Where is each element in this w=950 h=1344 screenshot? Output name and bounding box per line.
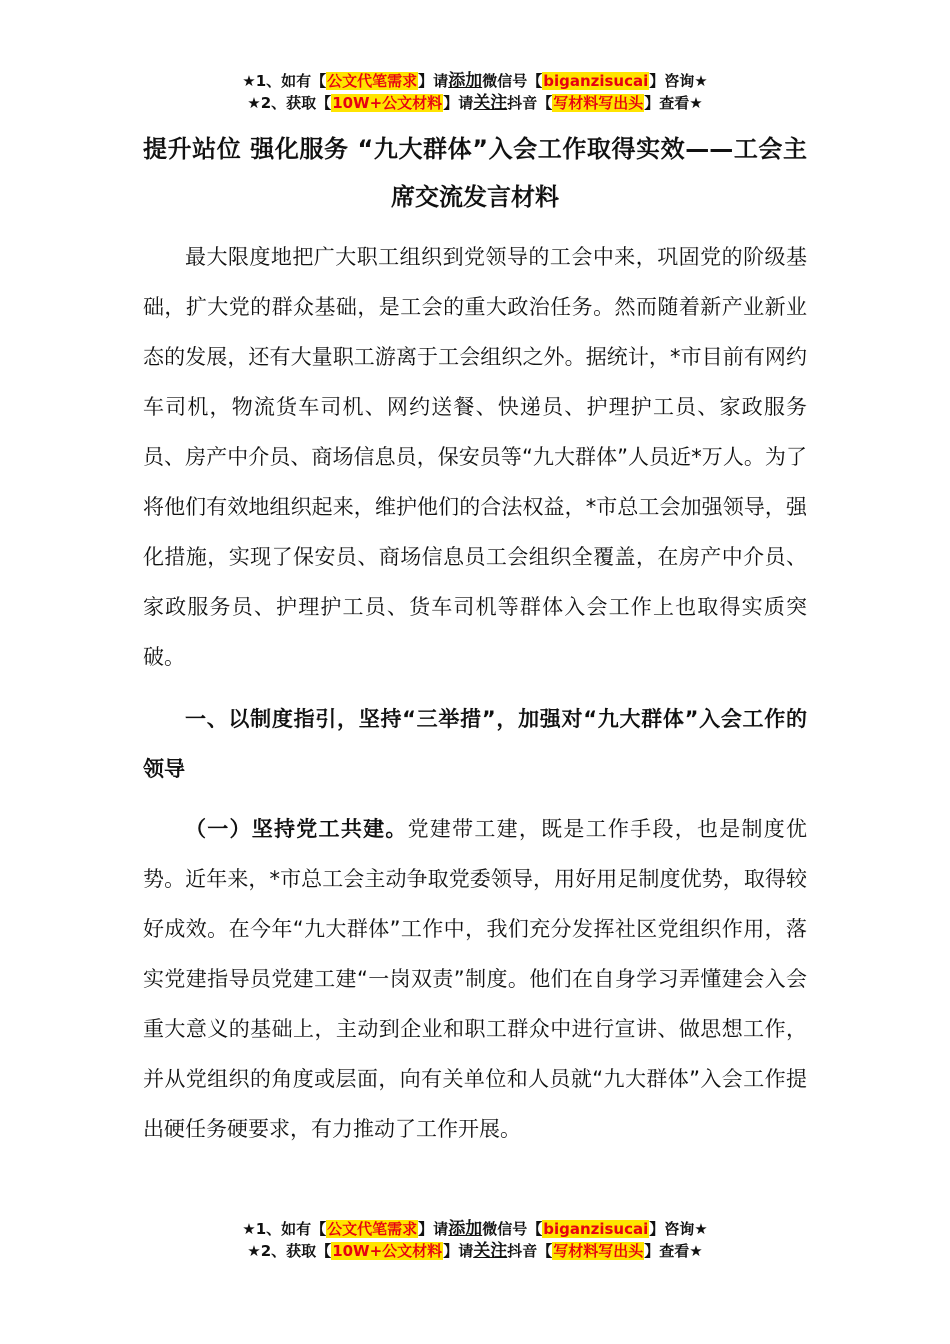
promo-highlight: 10W+公文材料: [332, 94, 443, 112]
subsection-paragraph: [143, 804, 807, 1154]
promo-text: 】请: [418, 72, 449, 90]
promo-banner-top: [0, 70, 950, 114]
promo-underline: 添加: [448, 71, 483, 91]
promo-text: ★2、获取【: [247, 94, 332, 112]
promo-underline: 添加: [448, 1219, 483, 1239]
promo-text: 抖音【: [507, 1242, 553, 1260]
promo-highlight: biganzisucai: [543, 72, 649, 90]
promo-text: 】请: [443, 1242, 474, 1260]
promo-text: 抖音【: [507, 94, 553, 112]
promo-line-2: [0, 1240, 950, 1262]
promo-highlight: 写材料写出头: [553, 1242, 644, 1260]
document-title: 提升站位 强化服务 “九大群体”入会工作取得实效——工会主席交流发言材料: [143, 135, 807, 211]
promo-text: ★1、如有【: [242, 72, 327, 90]
promo-text: 】请: [443, 94, 474, 112]
promo-banner-bottom: [0, 1218, 950, 1262]
promo-highlight: 10W+公文材料: [332, 1242, 443, 1260]
promo-highlight: 公文代笔需求: [327, 1220, 418, 1238]
promo-highlight: 公文代笔需求: [327, 72, 418, 90]
promo-text: 微信号【: [482, 1220, 543, 1238]
section-heading: 一、以制度指引，坚持“三举措”，加强对“九大群体”入会工作的领导: [143, 707, 807, 781]
promo-underline: 关注: [473, 93, 508, 113]
promo-text: 】查看★: [644, 94, 703, 112]
promo-highlight: biganzisucai: [543, 1220, 649, 1238]
subsection-lead: （一）坚持党工共建。: [185, 817, 408, 841]
intro-paragraph: 最大限度地把广大职工组织到党领导的工会中来，巩固党的阶级基础，扩大党的群众基础，是工会的重大政治任务。然而随着新产业新业态的发展，还有大量职工游离于工会组织之外。据统计，*市目前有网约车司机，物流货车司机、网约送餐、快递员、护理护工员、家政服务员、房产中介员、商场信息员，保安员等“九大群体”人员近*万人。为了将他们有效地组织起来，维护他们的合法权益，*市总工会加强领导，强化措施，实现了保安员、商场信息员工会组织全覆盖，在房产中介员、家政服务员、护理护工员、货车司机等群体入会工作上也取得实质突破。: [143, 245, 807, 669]
promo-text: 】咨询★: [649, 72, 708, 90]
subsection-text: 党建带工建，既是工作手段，也是制度优势。近年来，*市总工会主动争取党委领导，用好用足制度优势，取得较好成效。在今年“九大群体”工作中，我们充分发挥社区党组织作用，落实党建指导员党建工建“一岗双责”制度。他们在自身学习弄懂建会入会重大意义的基础上，主动到企业和职工群众中进行宣讲、做思想工作，并从党组织的角度或层面，向有关单位和人员就“九大群体”入会工作提出硬任务硬要求，有力推动了工作开展。: [143, 817, 807, 1141]
promo-line-1: [0, 1218, 950, 1240]
promo-line-1: [0, 70, 950, 92]
promo-text: ★2、获取【: [247, 1242, 332, 1260]
promo-underline: 关注: [473, 1241, 508, 1261]
promo-text: 】查看★: [644, 1242, 703, 1260]
promo-line-2: [0, 92, 950, 114]
promo-text: 】咨询★: [649, 1220, 708, 1238]
promo-text: 微信号【: [482, 72, 543, 90]
promo-highlight: 写材料写出头: [553, 94, 644, 112]
promo-text: 】请: [418, 1220, 449, 1238]
promo-text: ★1、如有【: [242, 1220, 327, 1238]
